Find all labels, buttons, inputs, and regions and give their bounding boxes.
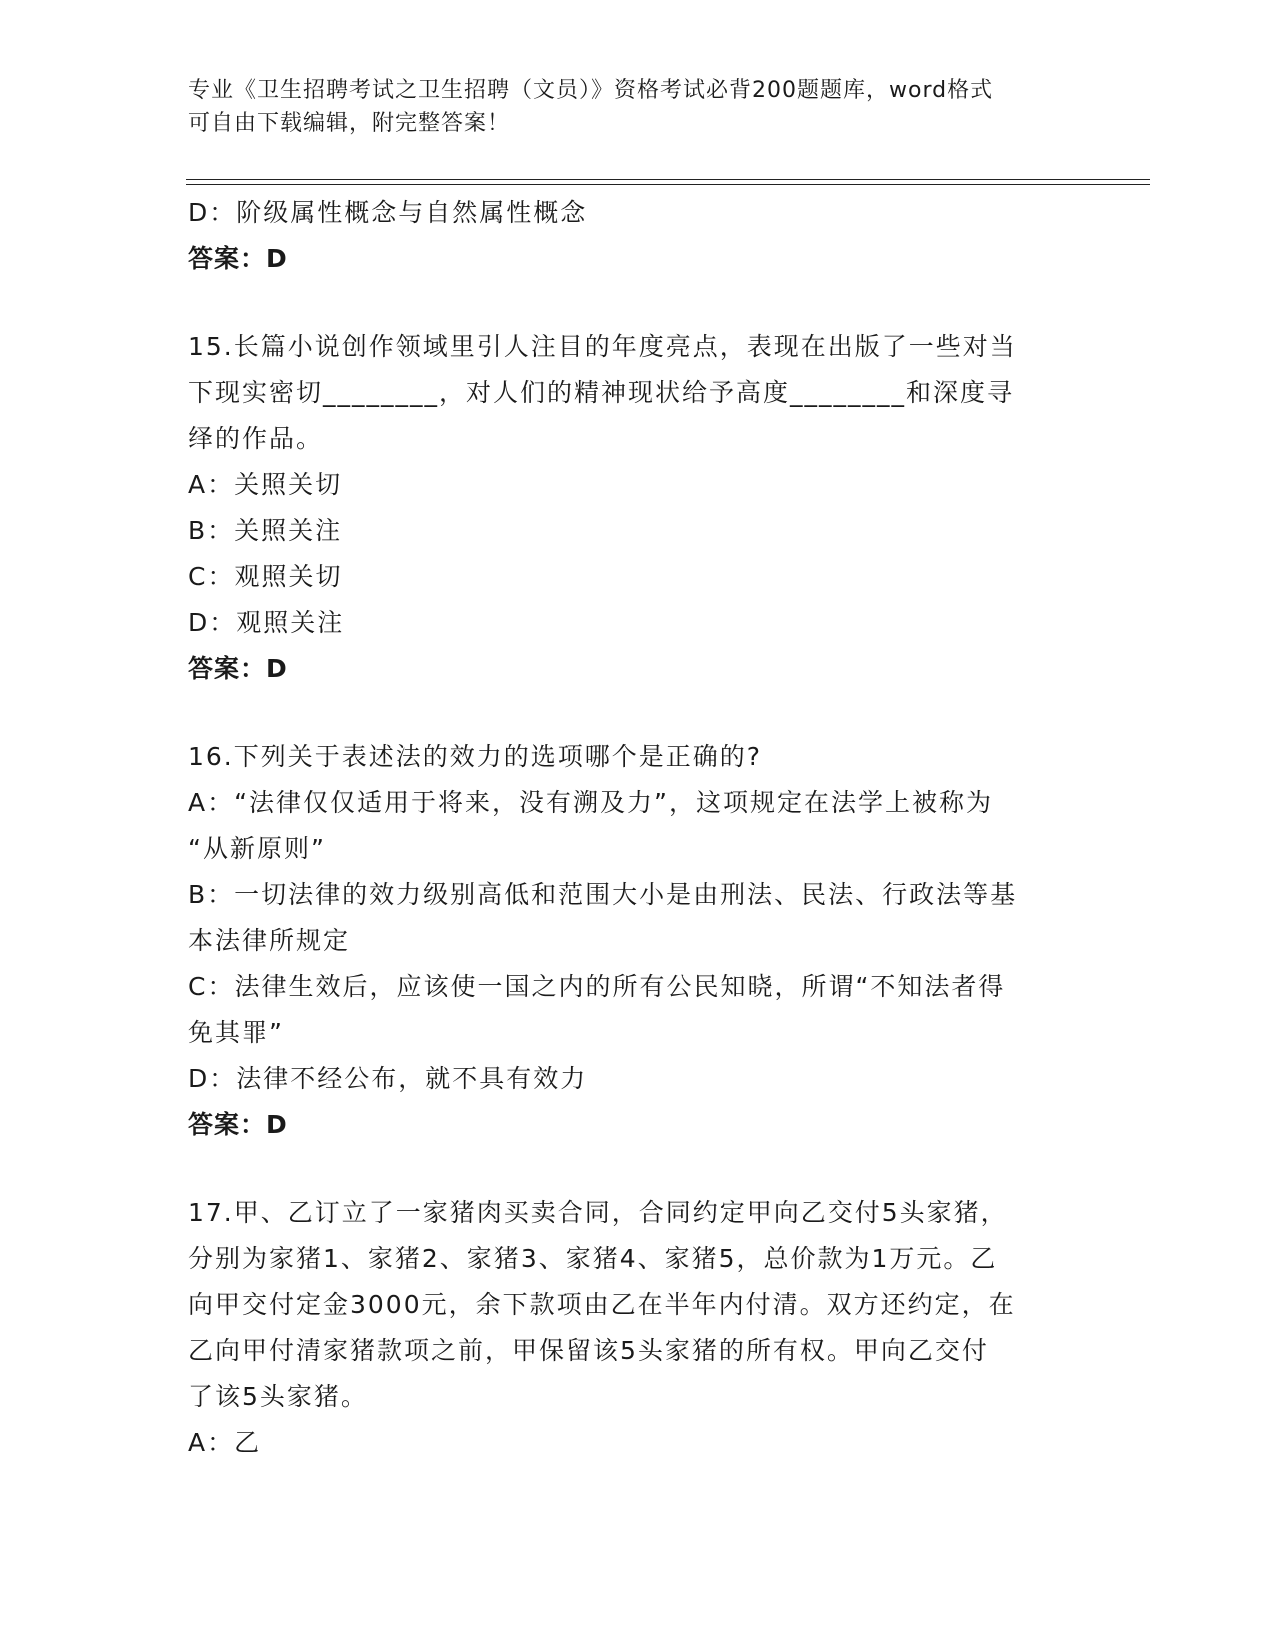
option-d: D：法律不经公布，就不具有效力 xyxy=(188,1064,588,1093)
option-a: A：关照关切 xyxy=(188,470,343,499)
document-header xyxy=(188,74,1088,140)
option-b-line: 本法律所规定 xyxy=(188,926,351,955)
option-d: D：观照关注 xyxy=(188,608,345,637)
question-16 xyxy=(188,734,1088,1148)
question-text-line: 17.甲、乙订立了一家猪肉买卖合同，合同约定甲向乙交付5头家猪， xyxy=(188,1198,1008,1227)
spacer xyxy=(188,1148,1088,1190)
header-divider-top xyxy=(186,179,1150,180)
option-d: D：阶级属性概念与自然属性概念 xyxy=(188,198,588,227)
option-c-line: C：法律生效后，应该使一国之内的所有公民知晓，所谓“不知法者得 xyxy=(188,972,1006,1001)
answer: 答案：D xyxy=(188,654,288,683)
header-line-1: 专业《卫生招聘考试之卫生招聘（文员）》资格考试必背200题题库，word格式 xyxy=(188,78,994,103)
question-text-line: 分别为家猪1、家猪2、家猪3、家猪4、家猪5，总价款为1万元。乙 xyxy=(188,1244,998,1273)
option-a-line: “从新原则” xyxy=(188,834,326,863)
question-text-line: 乙向甲付清家猪款项之前，甲保留该5头家猪的所有权。甲向乙交付 xyxy=(188,1336,989,1365)
question-text-line: 了该5头家猪。 xyxy=(188,1382,368,1411)
question-text-line: 16.下列关于表述法的效力的选项哪个是正确的? xyxy=(188,742,763,771)
question-15 xyxy=(188,324,1088,692)
question-text-line: 绎的作品。 xyxy=(188,424,324,453)
question-17 xyxy=(188,1190,1088,1466)
answer: 答案：D xyxy=(188,1110,288,1139)
option-b-line: B：一切法律的效力级别高低和范围大小是由刑法、民法、行政法等基 xyxy=(188,880,1018,909)
option-a-line: A：“法律仅仅适用于将来，没有溯及力”，这项规定在法学上被称为 xyxy=(188,788,994,817)
answer: 答案：D xyxy=(188,244,288,273)
header-line-2: 可自由下载编辑，附完整答案！ xyxy=(188,111,511,136)
option-c: C：观照关切 xyxy=(188,562,343,591)
question-text-line: 15.长篇小说创作领域里引人注目的年度亮点，表现在出版了一些对当 xyxy=(188,332,1017,361)
question-text-line: 向甲交付定金3000元，余下款项由乙在半年内付清。双方还约定，在 xyxy=(188,1290,1016,1319)
option-a: A：乙 xyxy=(188,1428,262,1457)
question-text-line: 下现实密切________，对人们的精神现状给予高度________和深度寻 xyxy=(188,378,1015,407)
option-b: B：关照关注 xyxy=(188,516,343,545)
spacer xyxy=(188,282,1088,324)
spacer xyxy=(188,692,1088,734)
header-divider-bottom xyxy=(186,184,1150,185)
question-content xyxy=(188,190,1088,1466)
option-c-line: 免其罪” xyxy=(188,1018,284,1047)
question-14 xyxy=(188,190,1088,282)
